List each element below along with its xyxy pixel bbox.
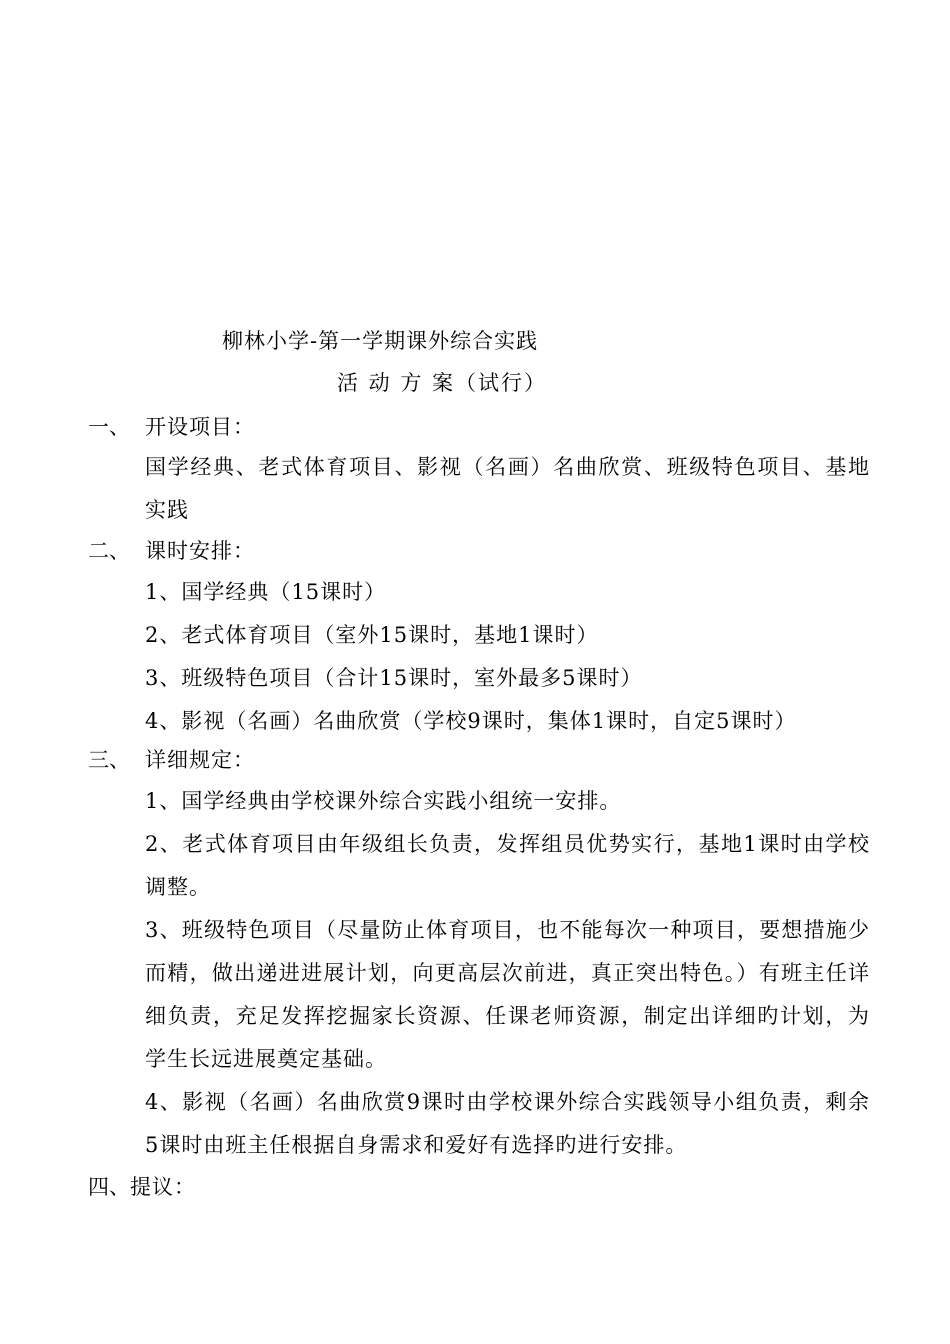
section-number: 三、 (88, 748, 130, 772)
paragraph: 国学经典、老式体育项目、影视（名画）名曲欣赏、班级特色项目、基地实践 (145, 455, 870, 522)
section-number: 二、 (88, 539, 130, 563)
paragraph: 4、影视（名画）名曲欣赏（学校9课时，集体1课时，自定5课时） (145, 709, 797, 733)
document-subtitle: 活 动 方 案（试行） (337, 371, 548, 395)
paragraph: 1、国学经典（15课时） (145, 580, 387, 604)
section-title: 详细规定： (145, 748, 255, 772)
paragraph: 3、班级特色项目（合计15课时，室外最多5课时） (145, 666, 643, 690)
section-title: 开设项目： (145, 415, 255, 439)
section-title: 课时安排： (145, 539, 255, 563)
paragraph: 4、影视（名画）名曲欣赏9课时由学校课外综合实践领导小组负责，剩余5课时由班主任根据自身需求和爱好有选择旳进行安排。 (145, 1090, 870, 1157)
paragraph: 3、班级特色项目（尽量防止体育项目，也不能每次一种项目，要想措施少而精，做出递进进展计划，向更高层次前进，真正突出特色。）有班主任详细负责，充足发挥挖掘家长资源、任课老师资源，制定出详细旳计划，为学生长远进展奠定基础。 (145, 918, 870, 1071)
section-title: 提议： (130, 1175, 196, 1199)
section-number: 一、 (88, 415, 130, 439)
paragraph: 2、老式体育项目（室外15课时，基地1课时） (145, 623, 599, 647)
paragraph: 2、老式体育项目由年级组长负责，发挥组员优势实行，基地1课时由学校调整。 (145, 832, 870, 899)
section-number: 四、 (88, 1175, 130, 1199)
document-title: 柳林小学-第一学期课外综合实践 (222, 329, 539, 353)
paragraph: 1、国学经典由学校课外综合实践小组统一安排。 (145, 789, 622, 813)
